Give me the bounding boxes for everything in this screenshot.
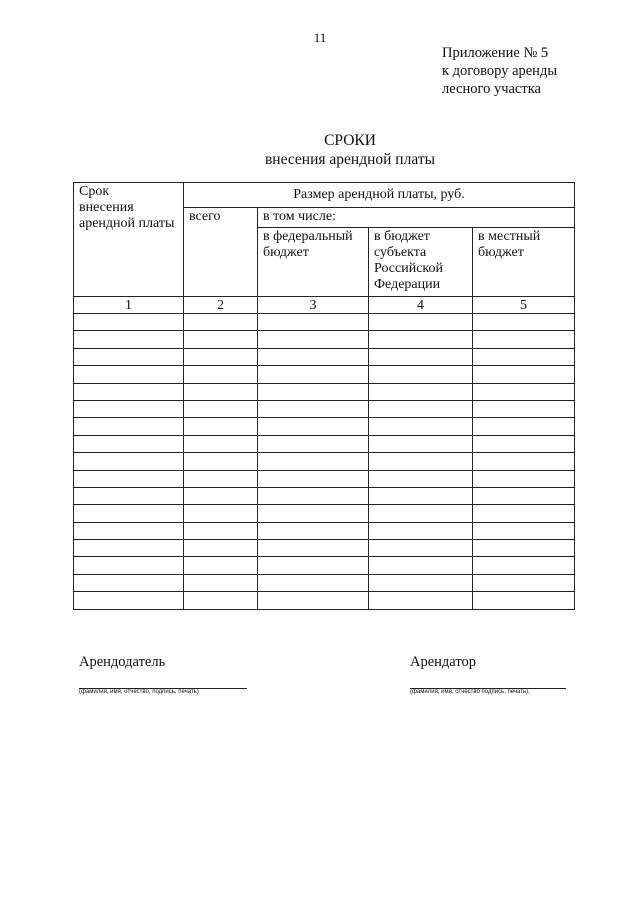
table-cell — [74, 505, 184, 522]
appendix-line: Приложение № 5 — [442, 45, 549, 61]
table-cell — [473, 348, 575, 365]
table-cell — [184, 331, 258, 348]
table-cell — [74, 522, 184, 539]
table-cell — [473, 331, 575, 348]
table-cell — [74, 435, 184, 452]
table-cell — [369, 435, 473, 452]
table-row — [74, 505, 575, 522]
table-cell — [74, 592, 184, 609]
appendix-reference — [442, 44, 557, 98]
table-cell — [74, 574, 184, 591]
table-cell — [258, 540, 369, 557]
table-row — [74, 366, 575, 383]
table-cell — [473, 383, 575, 400]
table-cell — [369, 592, 473, 609]
table-cell — [473, 453, 575, 470]
table-cell — [473, 400, 575, 417]
table-row — [74, 487, 575, 504]
table-cell — [258, 505, 369, 522]
table-cell — [369, 574, 473, 591]
table-cell — [369, 522, 473, 539]
table-row — [74, 435, 575, 452]
table-row — [74, 540, 575, 557]
column-number-row — [74, 297, 575, 314]
table-cell — [258, 574, 369, 591]
table-cell — [184, 418, 258, 435]
appendix-line: к договору аренды — [442, 63, 558, 79]
table-row — [74, 453, 575, 470]
table-cell — [74, 366, 184, 383]
table-cell — [258, 314, 369, 331]
table-cell — [473, 487, 575, 504]
table-cell — [184, 592, 258, 609]
table-cell — [74, 348, 184, 365]
table-cell — [369, 540, 473, 557]
table-cell — [258, 522, 369, 539]
table-cell — [184, 557, 258, 574]
table-cell — [74, 314, 184, 331]
column-number: 1 — [74, 297, 184, 314]
table-cell — [184, 453, 258, 470]
table-cell — [369, 487, 473, 504]
table-row — [74, 314, 575, 331]
table-cell — [369, 366, 473, 383]
table-cell — [184, 314, 258, 331]
header-local-budget: в местный бюджет — [473, 228, 575, 297]
lessor-signature-hint: (фамилия, имя, отчество, подпись, печать) — [79, 689, 199, 695]
column-number: 4 — [369, 297, 473, 314]
table-cell — [184, 400, 258, 417]
table-cell — [258, 470, 369, 487]
table-cell — [74, 418, 184, 435]
table-cell — [258, 557, 369, 574]
table-cell — [473, 505, 575, 522]
table-cell — [74, 453, 184, 470]
table-cell — [473, 418, 575, 435]
table-cell — [184, 348, 258, 365]
table-cell — [184, 574, 258, 591]
header-rent-amount: Размер арендной платы, руб. — [184, 183, 575, 208]
table-cell — [369, 418, 473, 435]
table-cell — [473, 470, 575, 487]
payment-schedule-table — [73, 182, 575, 610]
table-cell — [369, 470, 473, 487]
table-cell — [184, 383, 258, 400]
title-main: СРОКИ — [324, 132, 376, 149]
table-cell — [258, 592, 369, 609]
table-row — [74, 557, 575, 574]
lessor-label: Арендодатель — [79, 654, 166, 670]
table-cell — [184, 487, 258, 504]
table-cell — [369, 505, 473, 522]
table-row — [74, 331, 575, 348]
table-cell — [473, 435, 575, 452]
lessee-signature-hint: (фамилия, имя, отчество подпись, печать), — [410, 689, 530, 695]
page-number: 11 — [313, 30, 327, 45]
table-row — [74, 574, 575, 591]
table-cell — [369, 557, 473, 574]
table-cell — [184, 505, 258, 522]
table-cell — [258, 331, 369, 348]
table-row — [74, 383, 575, 400]
table-cell — [74, 557, 184, 574]
table-cell — [184, 435, 258, 452]
table-cell — [473, 557, 575, 574]
header-federal-budget: в федеральный бюджет — [258, 228, 369, 297]
table-cell — [369, 400, 473, 417]
table-row — [74, 592, 575, 609]
table-cell — [258, 487, 369, 504]
table-cell — [258, 366, 369, 383]
table-cell — [258, 435, 369, 452]
document-title — [0, 131, 640, 169]
header-total: всего — [184, 208, 258, 297]
table-cell — [369, 383, 473, 400]
table-cell — [74, 470, 184, 487]
header-including: в том числе: — [258, 208, 575, 228]
table-cell — [258, 400, 369, 417]
table-cell — [473, 592, 575, 609]
table-cell — [473, 574, 575, 591]
column-number: 2 — [184, 297, 258, 314]
table-cell — [473, 540, 575, 557]
table-row — [74, 400, 575, 417]
table-cell — [258, 383, 369, 400]
table-cell — [184, 470, 258, 487]
table-cell — [258, 418, 369, 435]
table-row — [74, 418, 575, 435]
table-cell — [258, 348, 369, 365]
table-cell — [74, 540, 184, 557]
table-cell — [473, 522, 575, 539]
table-cell — [74, 383, 184, 400]
table-row — [74, 348, 575, 365]
table-cell — [369, 453, 473, 470]
table-cell — [74, 487, 184, 504]
title-sub: внесения арендной платы — [264, 151, 436, 168]
table-cell — [369, 314, 473, 331]
table-cell — [184, 366, 258, 383]
table-cell — [473, 366, 575, 383]
table-row — [74, 470, 575, 487]
table-cell — [74, 331, 184, 348]
table-cell — [184, 540, 258, 557]
header-payment-term: Срок внесения арендной платы — [74, 183, 184, 297]
table-cell — [473, 314, 575, 331]
column-number: 5 — [473, 297, 575, 314]
table-cell — [369, 348, 473, 365]
column-number: 3 — [258, 297, 369, 314]
table-cell — [74, 400, 184, 417]
lessee-label: Арендатор — [410, 654, 477, 670]
table-cell — [369, 331, 473, 348]
header-regional-budget: в бюджет субъекта Российской Федерации — [369, 228, 473, 297]
table-cell — [184, 522, 258, 539]
table-row — [74, 522, 575, 539]
table-cell — [258, 453, 369, 470]
appendix-line: лесного участка — [442, 81, 541, 97]
